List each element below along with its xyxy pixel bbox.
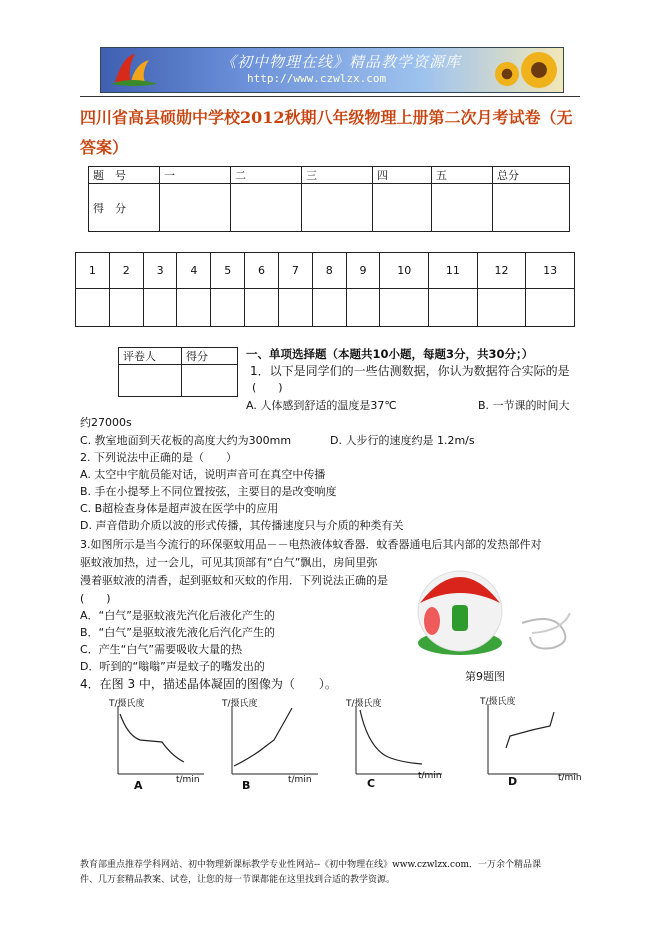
answer-number: 1 [76,253,110,289]
q1-option-a: A. 人体感到舒适的温度是37℃ [246,399,397,412]
answer-cell[interactable] [177,289,211,327]
score-cell [373,184,432,232]
score-header: 五 [432,167,493,184]
q3-paren: ( ) [80,592,111,605]
graph-a-xlabel: t/min [176,775,200,785]
q2-option-d: D. 声音借助介质以波的形式传播，其传播速度只与介质的种类有关 [80,519,404,532]
q2-stem: 2. 下列说法中正确的是（ ） [80,451,237,464]
answer-number: 9 [346,253,380,289]
q1-option-c: C. 教室地面到天花板的高度大约为300mm [80,434,292,447]
q3-line3: 漫着驱蚊液的清香，起到驱蚊和灭蚊的作用．下列说法正确的是 [80,574,388,587]
figure-caption: 第9题图 [465,670,505,683]
q3-option-a: A．“白气”是驱蚊液先汽化后液化产生的 [80,609,275,622]
q2-option-c: C. B超检查身体是超声波在医学中的应用 [80,502,279,515]
answer-number: 10 [380,253,429,289]
score-row-label: 得 分 [89,184,160,232]
header-divider [80,96,580,97]
graph-b-label: B [242,779,251,792]
exam-title: 四川省高县硕勋中学校2012秋期八年级物理上册第二次月考试卷（无答案） [80,108,573,157]
answer-number: 6 [245,253,279,289]
graph-b-xlabel: t/min [288,775,312,785]
score-table [88,166,570,232]
graph-d-ylabel: T/摄氏度 [480,697,516,707]
q3-option-c: C．产生“白气”需要吸收大量的热 [80,643,243,656]
answer-cell[interactable] [477,289,526,327]
score-header: 一 [160,167,231,184]
graph-d-xlabel: t/min [558,773,582,783]
footer-line2: 件、几万套精品教案、试卷，让您的每一节课都能在这里找到合适的教学资源。 [80,875,396,885]
q1-option-d: D. 人步行的速度约是 1.2m/s [330,434,475,447]
section-heading: 一、单项选择题（本题共10小题，每题3分，共30分；） [246,347,534,361]
q4-stem: 4．在图 3 中，描述晶体凝固的图像为（ ）。 [80,677,337,691]
score-label: 得分 [182,348,238,365]
score-cell [493,184,570,232]
graph-c-ylabel: T/摄氏度 [346,699,382,709]
answer-number: 5 [211,253,245,289]
answer-number: 4 [177,253,211,289]
q3-line2: 驱蚊液加热，过一会儿，可见其顶部有“白气”飘出，房间里弥 [80,556,378,569]
q1-paren: ( ) [252,381,283,394]
q1-option-b: B. 一节课的时间大 [478,399,570,412]
graph-a-ylabel: T/摄氏度 [109,699,145,709]
score-cell [302,184,373,232]
answer-number: 3 [143,253,177,289]
answer-cell[interactable] [245,289,279,327]
answer-number: 7 [278,253,312,289]
grader-cell [119,365,182,397]
grader-table [118,347,238,397]
answer-number: 11 [429,253,478,289]
answer-number: 2 [109,253,143,289]
score-cell [432,184,493,232]
answer-cell[interactable] [76,289,110,327]
graph-c-label: C [367,777,376,790]
score-header: 四 [373,167,432,184]
score-header: 二 [231,167,302,184]
q3-option-d: D．听到的“嗡嗡”声是蚊子的嘴发出的 [80,660,265,673]
q2-option-b: B. 手在小提琴上不同位置按弦，主要目的是改变响度 [80,485,337,498]
graph-a-label: A [134,779,143,792]
score-cell [231,184,302,232]
answer-cell[interactable] [143,289,177,327]
score-header: 总分 [493,167,570,184]
q3-line1: 3.如图所示是当今流行的环保驱蚊用品－－电热液体蚊香器．蚊香器通电后其内部的发热部件对 [80,538,542,551]
sunflower-icon [521,52,557,88]
banner-url[interactable]: http://www.czwlzx.com [247,72,387,85]
answer-cell[interactable] [312,289,346,327]
graph-d-label: D [508,775,518,788]
score-cell [160,184,231,232]
answer-cell[interactable] [346,289,380,327]
answer-table [75,252,575,327]
q1-option-b-cont: 约27000s [80,416,132,429]
answer-cell[interactable] [380,289,429,327]
answer-cell[interactable] [211,289,245,327]
score-cell [182,365,238,397]
graph-c-xlabel: t/min [418,771,442,781]
banner-title: 《初中物理在线》精品教学资源库 [221,53,462,71]
answer-cell[interactable] [429,289,478,327]
grader-label: 评卷人 [119,348,182,365]
q2-option-a: A. 太空中宇航员能对话，说明声音可在真空中传播 [80,468,326,481]
q3-option-b: B．“白气”是驱蚊液先液化后汽化产生的 [80,626,275,639]
site-logo-icon [105,50,163,90]
answer-number: 8 [312,253,346,289]
q1-stem: 1．以下是同学们的一些估测数据，你认为数据符合实际的是 [250,364,570,378]
site-banner [100,47,564,93]
score-header: 题 号 [89,167,160,184]
score-header: 三 [302,167,373,184]
answer-cell[interactable] [526,289,575,327]
mosquito-repeller-image [412,553,580,663]
footer-line1: 教育部重点推荐学科网站、初中物理新课标教学专业性网站--《初中物理在线》www.czwlzx.com．一万余个精品课 [80,860,542,870]
answer-cell[interactable] [109,289,143,327]
answer-number: 13 [526,253,575,289]
page-footer [80,858,590,888]
graph-b-ylabel: T/摄氏度 [222,699,258,709]
sunflower-icon [495,62,519,86]
answer-cell[interactable] [278,289,312,327]
answer-number: 12 [477,253,526,289]
